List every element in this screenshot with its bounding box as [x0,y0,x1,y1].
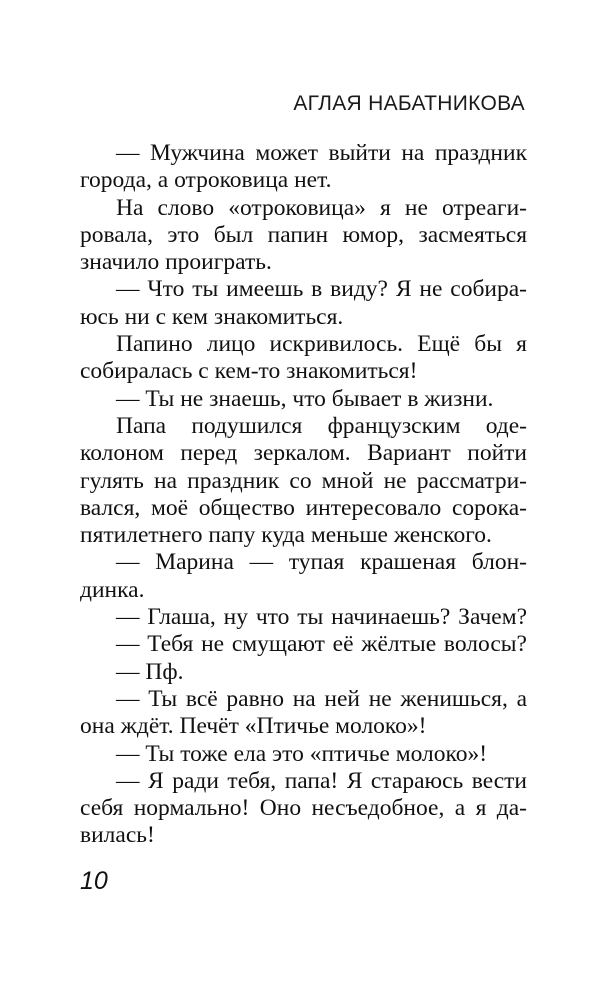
text-line: — Что ты имеешь в виду? Я не собира- [116,276,527,303]
text-line: гулять на праздник со мной не рассматри- [80,467,527,494]
text-line: — Тебя не смущают её жёлтые волосы? [116,631,527,658]
text-line: — Я ради тебя, папа! Я стараюсь вести [116,767,527,794]
text-line: пятилетнего папу куда меньше женского. [80,522,492,549]
text-line: значило проиграть. [80,249,272,276]
text-line: собиралась с кем-то знакомиться! [80,358,418,385]
text-line: себя нормально! Оно несъедобное, а я да- [80,795,527,822]
text-line: вилась! [80,822,155,849]
text-line: — Ты всё равно на ней не женишься, а [116,685,527,712]
text-line: — Ты не знаешь, что бывает в жизни. [116,385,494,412]
text-line: она ждёт. Печёт «Птичье молоко»! [80,713,427,740]
text-line: — Мужчина может выйти на праздник [116,140,527,166]
text-line: ровала, это был папин юмор, засмеяться [80,221,527,248]
body-text [80,140,527,850]
text-line: колоном перед зеркалом. Вариант пойти [80,440,527,467]
text-line: — Глаша, ну что ты начинаешь? Зачем? [116,604,527,631]
text-line: — Пф. [116,658,184,685]
text-line: Папино лицо искривилось. Ещё бы я [116,331,527,358]
text-line: Папа подушился французским оде- [116,412,527,439]
page-number: 10 [80,867,108,895]
text-line: юсь ни с кем знакомиться. [80,303,344,330]
text-line: города, а отроковица нет. [80,167,332,194]
text-line: динка. [80,576,145,603]
text-line: вался, моё общество интересовало сорока- [80,494,527,521]
running-head-author: АГЛАЯ НАБАТНИКОВА [293,92,525,115]
text-line: На слово «отроковица» я не отреаги- [116,194,527,221]
text-line: — Ты тоже ела это «птичье молоко»! [116,740,488,767]
text-line: — Марина — тупая крашеная блон- [116,549,527,576]
